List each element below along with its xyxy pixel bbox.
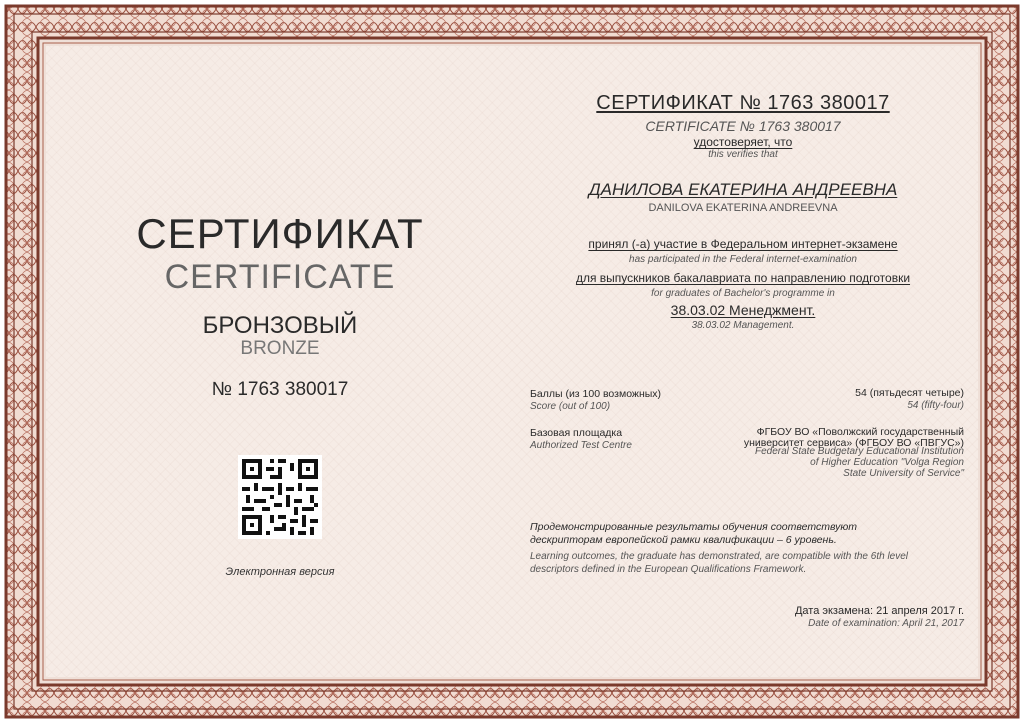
test-centre-value-en-line: Federal State Budgetary Educational Institution <box>754 446 964 457</box>
score-value-en: 54 (fifty-four) <box>907 400 964 411</box>
learning-outcomes-en-line: descriptors defined in the European Qualifications Framework. <box>530 564 807 575</box>
test-centre-value-line: университет сервиса» (ФГБОУ ВО «ПВГУС») <box>743 437 964 449</box>
graduates-text-en: for graduates of Bachelor's programme in <box>651 288 835 299</box>
learning-outcomes-en <box>530 550 970 576</box>
program-name <box>520 302 966 318</box>
certificate-header-text: СЕРТИФИКАТ № 1763 380017 <box>596 92 890 114</box>
test-centre-label-en: Authorized Test Centre <box>530 440 632 451</box>
score-label: Баллы (из 100 возможных) <box>530 388 662 400</box>
verifies-text-en: this verifies that <box>708 149 778 160</box>
test-centre-label: Базовая площадка <box>530 427 623 439</box>
electronic-version-label: Электронная версия <box>225 566 335 578</box>
holder-name-text: ДАНИЛОВА ЕКАТЕРИНА АНДРЕЕВНА <box>588 180 898 199</box>
test-centre-value-line: ФГБОУ ВО «Поволжский государственный <box>756 426 964 438</box>
left-title: СЕРТИФИКАТ <box>136 210 424 257</box>
graduates-text <box>520 271 966 285</box>
certificate-header <box>520 92 966 115</box>
program-name-ru: 38.03.02 Менеджмент. <box>670 302 816 318</box>
learning-outcomes-ru-line: дескрипторам европейской рамки квалификации – 6 уровень. <box>530 534 837 546</box>
holder-name-en: DANILOVA EKATERINA ANDREEVNA <box>648 202 838 214</box>
test-centre-value-en-line: State University of Service" <box>843 468 964 479</box>
participated-text-en: has participated in the Federal internet-examination <box>629 254 857 265</box>
test-centre-value-en-line: of Higher Education "Volga Region <box>810 457 964 468</box>
learning-outcomes-en-line: Learning outcomes, the graduate has demonstrated, are compatible with the 6th level <box>530 551 909 562</box>
exam-date: Дата экзамена: 21 апреля 2017 г. <box>794 605 964 617</box>
participated-text-ru: принял (-а) участие в Федеральном интернет-экзамене <box>588 237 898 251</box>
verifies-text-ru: удостоверяет, что <box>693 135 793 149</box>
certificate-level: БРОНЗОВЫЙ <box>202 312 358 339</box>
certificate-header-en: CERTIFICATE № 1763 380017 <box>645 118 841 134</box>
qr-code-icon <box>238 455 322 539</box>
verifies-text <box>520 135 966 149</box>
score-value: 54 (пятьдесят четыре) <box>855 387 964 399</box>
learning-outcomes-ru <box>530 521 960 547</box>
test-centre-value-en <box>690 446 964 479</box>
certificate-number: № 1763 380017 <box>211 379 349 400</box>
exam-date-en: Date of examination: April 21, 2017 <box>808 618 964 629</box>
participated-text <box>520 237 966 251</box>
graduates-text-ru: для выпускников бакалавриата по направлению подготовки <box>575 271 911 285</box>
score-label-en: Score (out of 100) <box>530 401 611 412</box>
certificate-level-en: BRONZE <box>240 338 320 359</box>
learning-outcomes-ru-line: Продемонстрированные результаты обучения соответствуют <box>530 521 858 533</box>
program-name-en: 38.03.02 Management. <box>691 320 795 331</box>
holder-name <box>520 180 966 200</box>
left-subtitle: CERTIFICATE <box>164 258 396 296</box>
